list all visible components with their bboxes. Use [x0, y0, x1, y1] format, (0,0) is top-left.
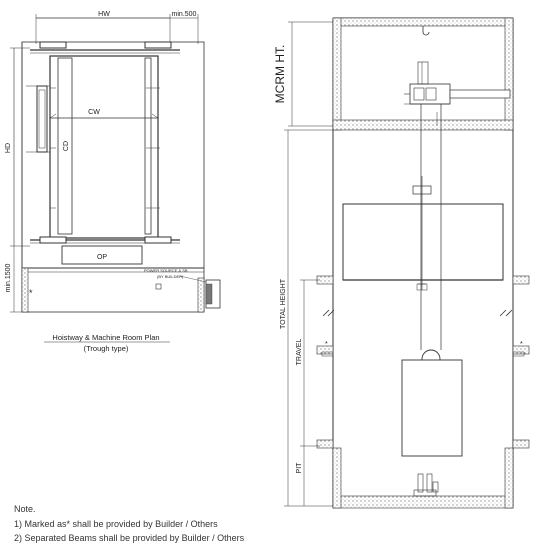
total-height-label: TOTAL HEIGHT: [280, 278, 287, 330]
travel-label: TRAVEL: [296, 338, 303, 366]
hw-label: HW: [98, 11, 110, 18]
cd-label: CD: [63, 140, 70, 152]
power-source-label: POWER SOURCE & SB: [144, 268, 188, 273]
counterweight-section: [402, 360, 462, 456]
counterweight: [37, 86, 47, 152]
min1500-label: min.1500: [5, 263, 12, 293]
note-line-1: 1) Marked as* shall be provided by Builder / Others: [14, 519, 218, 529]
hd-label: HD: [5, 142, 12, 154]
power-source-box: [156, 284, 161, 289]
star-mark-right: *: [520, 341, 523, 348]
plan-subtitle: (Trough type): [83, 344, 129, 353]
note-line-2: 2) Separated Beams shall be provided by Builder / Others: [14, 533, 245, 543]
section-labels: [273, 45, 523, 474]
pit-floor: [333, 496, 513, 508]
plan-labels: [5, 11, 197, 353]
machine-room-floor: [333, 120, 513, 130]
hoistway-plan: [10, 14, 220, 312]
note-heading: Note.: [14, 504, 36, 514]
machine-room-slab: [333, 18, 513, 26]
asterisk-mark: *: [29, 288, 33, 298]
op-label: OP: [96, 254, 108, 261]
min500-label: min.500: [171, 11, 197, 18]
plan-title: Hoistway & Machine Room Plan: [52, 333, 160, 342]
pit-buffers: [414, 474, 438, 496]
car-section: [343, 204, 503, 280]
traction-machine: [404, 62, 510, 104]
mcrm-ht-label: MCRM HT.: [273, 44, 287, 104]
hoistway-section: [284, 18, 529, 508]
star-mark-left: *: [325, 341, 328, 348]
lifting-hook: [423, 26, 429, 35]
cw-label: CW: [88, 109, 100, 116]
by-builder-label: (BY BUILDER): [157, 274, 184, 279]
pit-label: PIT: [296, 462, 303, 474]
